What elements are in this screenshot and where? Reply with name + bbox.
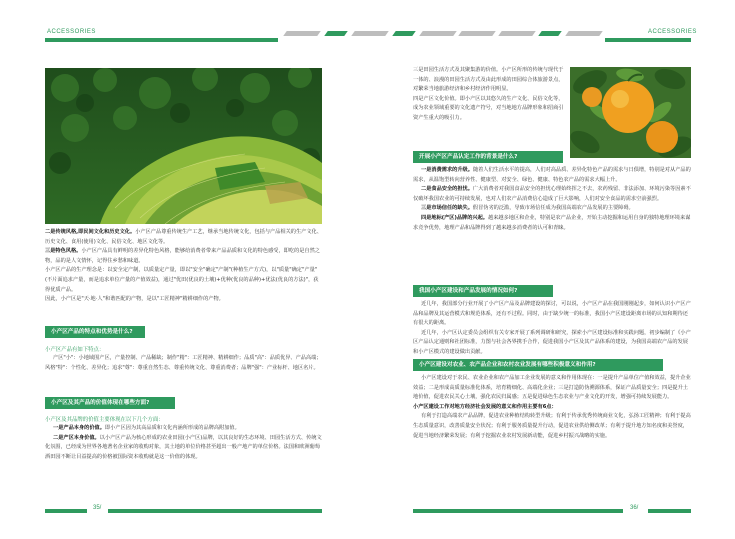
production-concept-text: 小产区产品的生产理念是：以安全定产制，以质量定产量，即以"安全"确定"产制"(种植生产方式)，以"质量"确定"产量"(不片面追求产量，而是追求单位产量的产值效益)，通过"优田(优良的土壤)+优种(优良的品种)+优法(优良的方法)"，获得优质产品。 xyxy=(45,267,319,293)
left-intro-text xyxy=(45,228,323,305)
header-stripe xyxy=(324,31,348,36)
bg-demand-text: 随着人们生活水平的提高，人们对高品质、差异化特色产品的需求与日俱增，特别是对从产品的需求，从温饱型转向营养性、健康型、对安全、绿色、健康、特色农产品的需求大幅上升。 xyxy=(413,167,691,183)
section-heading-status: 我国小产区建设和产品发展的情况如何? xyxy=(413,285,553,297)
significance-text xyxy=(413,374,691,441)
header-rule-right xyxy=(605,38,691,42)
header-stripe xyxy=(283,31,321,36)
harmony-text: 因此，小产区是"天·地·人"和谐匹配的产物，是以"工匠精神"精耕细作的产物。 xyxy=(45,296,224,303)
culture-value-text: 四是产区文化价值。即小产区以其悠久的生产文化、民俗文化等，成为农业领域重要的文化遗产符号，对当地地方品牌形象和招商引资产生重大的吸引力。 xyxy=(413,95,564,121)
section-heading-background: 开展小产区产品认定工作的背景是什么? xyxy=(413,151,563,163)
bg-safety-heading: 二是食品安全的担忧。 xyxy=(421,186,473,193)
header-stripe xyxy=(351,31,389,36)
value-intro: 小产区及其品牌的价值主要体现在以下几个方面： xyxy=(45,417,164,423)
section-heading-significance: 小产区建设对农业、农产品企业和农村农业发展有哪些积极意义和作用? xyxy=(413,359,663,371)
header-rule-left xyxy=(45,38,278,42)
style-feature-heading: 三是特色风格。 xyxy=(45,248,82,255)
value-region-heading: 二是产区本身价值。 xyxy=(53,434,100,441)
section-heading-value: 小产区及其产品的价值体现在哪些方面? xyxy=(45,397,175,409)
style-traditional-heading: 二是传统风格,即民间文化和历史文化。 xyxy=(45,229,136,235)
bg-trust-text: 假冒伪劣的泛滥，导致市场信任成为我国高端农产品发展的主要障碍。 xyxy=(472,205,634,212)
header-stripe xyxy=(458,31,496,36)
background-text xyxy=(413,166,691,233)
header-stripe xyxy=(565,31,603,36)
footer-rule-left xyxy=(108,509,322,513)
footer-rule-right xyxy=(648,509,691,513)
bg-safety-text: 广大消费者对我国食品安全的担忧心理始终挥之不去，农药残留、非法添加、环境污染等因素不仅破坏我国农业的可持续发展，也对人们农产品消费信心造成了巨大影响，人们对安全食品的需求空前强烈。 xyxy=(413,186,691,202)
bg-brand-text: 越来越多地区和企业，特别是农产品企业，开始主动挖掘和运用自身的独特地理环境来谋求竞争优势，地理产品和品牌得到了越来越多消费者的认可和青睐。 xyxy=(413,214,691,231)
header-stripe xyxy=(419,31,457,36)
style-feature-text: 小产区产品具有鲜明的差异化特色风格，能够给消费者带来产品品质和文化的特色感受，即吃的是自然之物，品的是人文情怀，记得住乡愁和味道。 xyxy=(45,248,320,264)
value-product-text: 即小产区因为其高品质和文化内涵所形成的品牌高附加值。 xyxy=(104,425,240,431)
style-traditional-text: 小产区产品尊重传统生产工艺，继承当地传统文化，包括与产品相关的生产文化、历史文化、食用(使用)文化、民俗文化、地区文化等。 xyxy=(45,229,322,245)
citrus-photo xyxy=(570,67,691,158)
value-product-heading: 一是产品本身的价值。 xyxy=(53,425,105,431)
page-number-right: 36/ xyxy=(630,505,639,511)
significance-text-2: 有利于打造高端农产品品牌，促进农业种植结构转型升级；有利于传承优秀传统商业文化，弘扬工匠精神；有利于提高生态质量意识，改善质量安全状况；有利于服务质量提升行动，促进农业供给侧改革；有利于提升地方知名度和美誉度，促进当地经济繁荣发展；有利于挖掘农业农村发展新动能，促进乡村振兴战略的实施。 xyxy=(413,413,691,439)
footer-rule-right xyxy=(413,509,623,513)
header-label-right: ACCESSORIES xyxy=(648,29,697,35)
value-text xyxy=(45,424,323,462)
bg-demand-heading: 一是消费需求的升级。 xyxy=(421,167,473,173)
bg-brand-heading: 四是地标(产区)品牌的兴起。 xyxy=(421,214,488,221)
features-text: 产区"小"：小地域围产区，产量控制、产品稀缺；制作"精"：工匠精神、精耕细作；品质"高"：品质优异、产品高端；风格"特"：个性化、差异化；追求"尊"：尊重自然生态、尊重传统文化、尊重消费者；品牌"强"：产业标杆、地区名片。 xyxy=(45,355,322,371)
significance-list-heading: 小产区建设工作对地方经济社会发展的意义和作用主要有6点： xyxy=(413,403,557,410)
status-text xyxy=(413,300,691,358)
header-stripe xyxy=(538,31,562,36)
bg-trust-heading: 三是市场信任的缺失。 xyxy=(421,205,473,212)
status-text-2: 近几年，小产区认定委员会组织有关专家开展了系列调研和研究，探索小产区建设标准和实践问题，初步编制了《小产区产品认定通则和社团标准，力图与社会各界携手合作，促进我国小产区及其产品体系的建设，为我国高端农产品的发展和小产区模式的建设做出贡献。 xyxy=(413,329,691,355)
header-stripe xyxy=(498,31,536,36)
footer-rule-left xyxy=(45,509,87,513)
terrace-photo xyxy=(45,68,322,224)
value-region-text: 以小产区产品为核心形成的农业田园(小产区)品牌，以其良好的生态环境、田园生活方式、传统文化氛围，已经成为世界各地著名企业家的收购对象，其土地的单位价格甚至超出一般产地产的单位价格。法国和欧洲葡萄酒田园不断让目益提高的价格被国际资本收购就是这一价值的体现。 xyxy=(45,434,322,460)
right-top-text xyxy=(413,66,566,124)
lifestyle-value-text: 三是田园生活方式及其聚集游的价值。小产区所形的传统与现代于一体的、浪漫的田园生活方式及由此形成的田园综合体旅游景点，对繁荣当地旅游经济和乡村经济作用明显。 xyxy=(413,67,564,93)
features-intro: 小产区产品有如下特点： xyxy=(45,347,105,353)
header-stripe xyxy=(392,31,416,36)
status-text-1: 近几年，我国部分行业开展了小产区产品及品牌建设的探讨，可以说，小产区产品在我国刚刚起步，如何认识小产区产品和品牌及其运营模式和规范体系，还有不过程。同时，由于缺少统一的标准，我国小产区建设距离市场的认知和期待还有很大的距离。 xyxy=(413,301,691,327)
section-heading-features: 小产区产品的特点和优势是什么? xyxy=(45,326,145,338)
page-number-left: 35/ xyxy=(93,505,102,511)
header-label-left: ACCESSORIES xyxy=(47,29,96,35)
significance-text-1: 小产区建设对于农民、农业企业和农产品加工企业发展的意义和作用体现在：一是提升产品单位产值和效益，提升企业效益；二是形成高质量标准化体系，培育精细化、高端化企业；三是打造防伪溯源体系，保证产品质量安全；四是提升土地价值，促进农民关心土壤，强化农民归属感；五是促进绿色生态农业与产业文化的开发，增强可持续发展能力。 xyxy=(413,375,691,401)
